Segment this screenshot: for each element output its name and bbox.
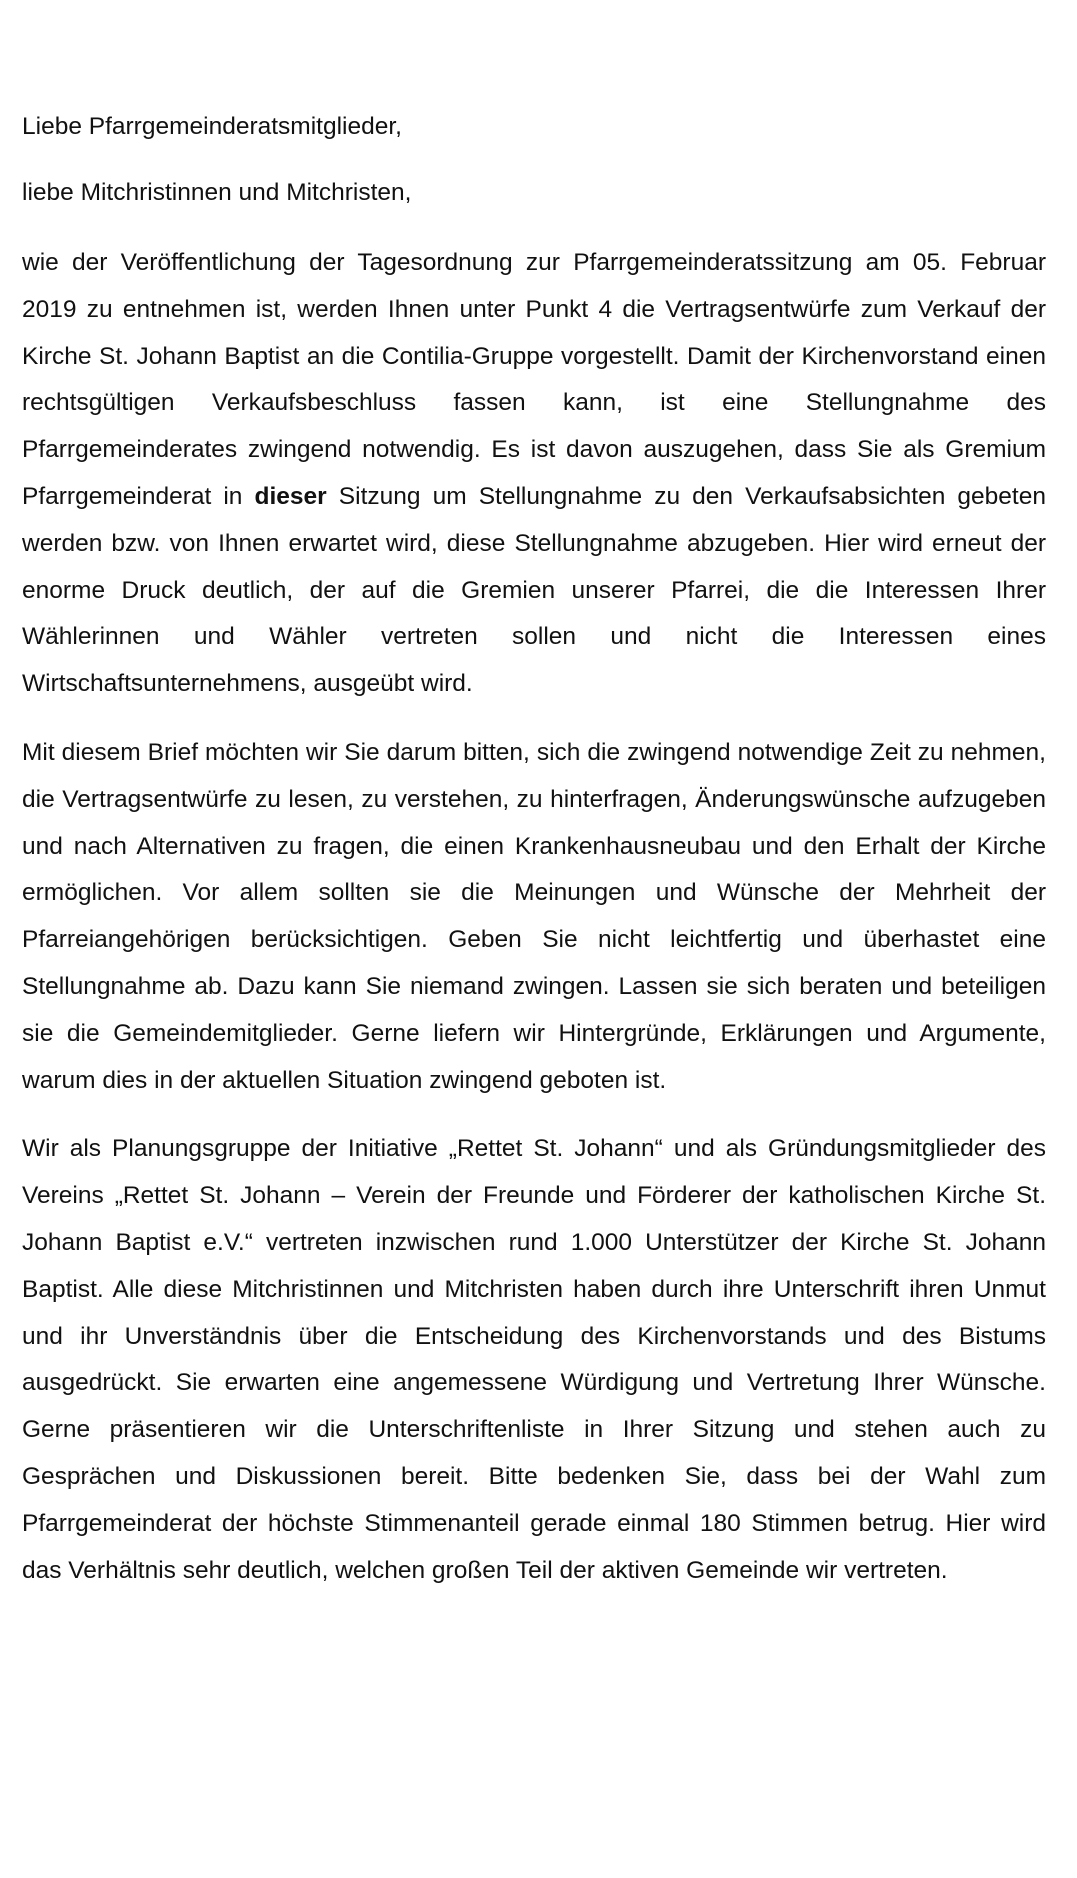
greeting-line-2: liebe Mitchristinnen und Mitchristen, <box>22 179 412 206</box>
paragraph-2: Mit diesem Brief möchten wir Sie darum bitten, sich die zwingend notwendige Zeit zu nehmen, die Vertragsentwürfe zu lesen, zu verstehen, zu hinterfragen, Änderungswünsche aufzugeben und nach Alternativen zu fragen, die einen Krankenhausneubau und den Erhalt der Kirche ermöglichen. Vor allem sollten sie die Meinungen und Wünsche der Mehrheit der Pfarreiangehörigen berücksichtigen. Geben Sie nicht leichtfertig und überhastet eine Stellungnahme ab. Dazu kann Sie niemand zwingen. Lassen sie sich beraten und beteiligen sie die Gemeindemitglieder. Gerne liefern wir Hintergründe, Erklärungen und Argumente, warum dies in der aktuellen Situation zwingend geboten ist. <box>22 738 1046 1094</box>
paragraph-3: Wir als Planungsgruppe der Initiative „Rettet St. Johann“ und als Gründungsmitglieder des Vereins „Rettet St. Johann – Verein der Freunde und Förderer der katholischen Kirche St. Johann Baptist e.V.“ vertreten inzwischen rund 1.000 Unterstützer der Kirche St. Johann Baptist. Alle diese Mitchristinnen und Mitchristen haben durch ihre Unterschrift ihren Unmut und ihr Unverständnis über die Entscheidung des Kirchenvorstands und des Bistums ausgedrückt. Sie erwarten eine angemessene Würdigung und Vertretung Ihrer Wünsche. Gerne präsentieren wir die Unterschriftenliste in Ihrer Sitzung und stehen auch zu Gesprächen und Diskussionen bereit. Bitte bedenken Sie, dass bei der Wahl zum Pfarrgemeinderat der höchste Stimmenanteil gerade einmal 180 Stimmen betrug. Hier wird das Verhältnis sehr deutlich, welchen großen Teil der aktiven Gemeinde wir vertreten. <box>22 1135 1046 1584</box>
paragraph-1-text-start: wie der Veröffentlichung der Tagesordnung zur Pfarrgemeinderatssitzung am 05. Februar 2019 zu entnehmen ist, werden Ihnen unter Punkt 4 die Vertragsentwürfe zum Verkauf der Kirche St. Johann Baptist an die Contilia-Gruppe vorgestellt. Damit der Kirchenvorstand einen rechtsgültigen Verkaufsbeschluss fassen kann, ist eine Stellungnahme des Pfarrgemeinderates zwingend notwendig. Es ist davon auszugehen, dass Sie als Gremium Pfarrgemeinderat in <box>22 249 1046 510</box>
paragraph-1-emphasis: dieser <box>254 482 327 510</box>
paragraph-1-text-end: Sitzung um Stellungnahme zu den Verkaufsabsichten gebeten werden bzw. von Ihnen erwartet wird, diese Stellungnahme abzugeben. Hier wird erneut der enorme Druck deutlich, der auf die Gremien unserer Pfarrei, die die Interessen Ihrer Wählerinnen und Wähler vertreten sollen und nicht die Interessen eines Wirtschaftsunternehmens, ausgeübt wird. <box>22 482 1046 698</box>
letter-body <box>22 108 1046 1594</box>
greeting-line-1: Liebe Pfarrgemeinderatsmitglieder, <box>22 113 402 140</box>
paragraph-1 <box>22 240 1046 708</box>
